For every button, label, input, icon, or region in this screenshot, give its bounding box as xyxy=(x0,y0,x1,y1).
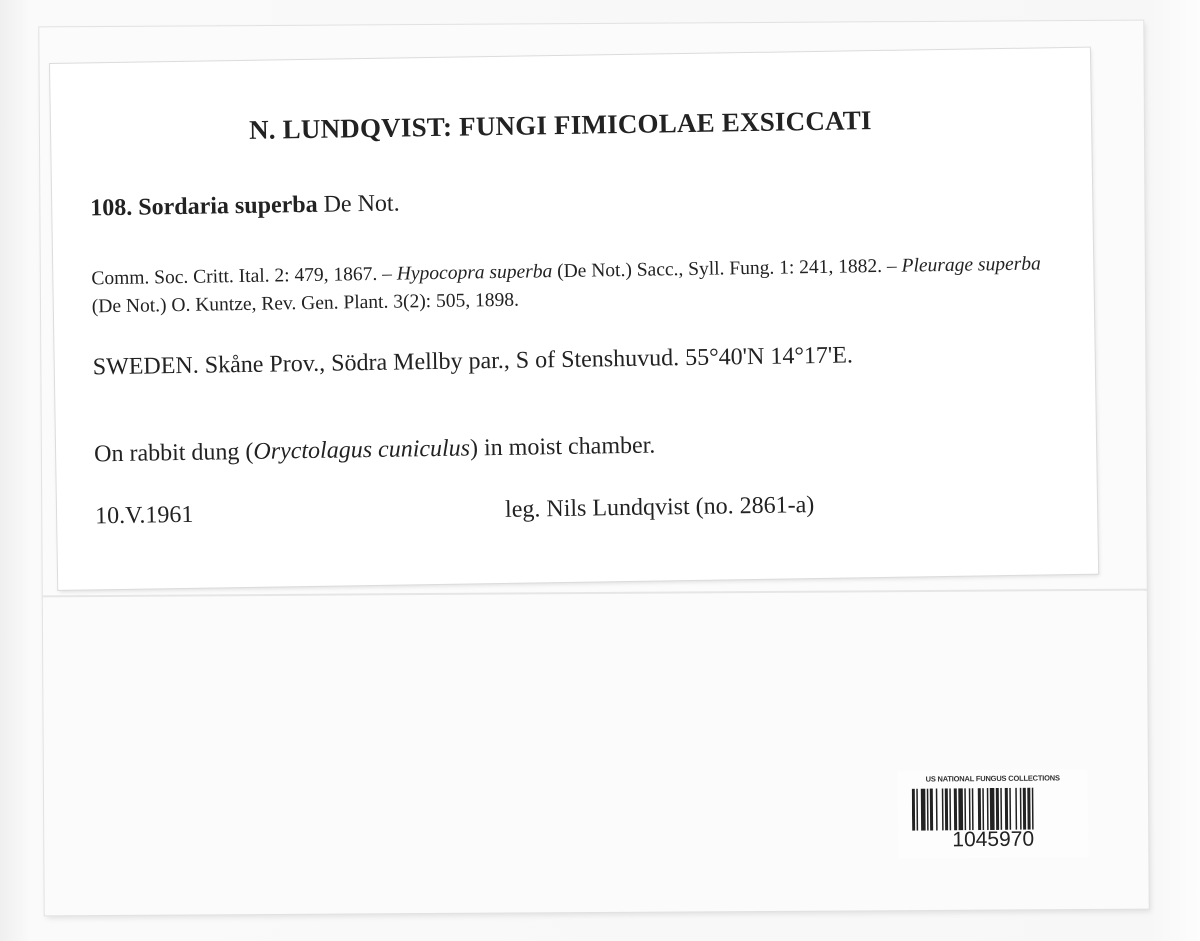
barcode-bars xyxy=(912,787,1076,830)
species-name: 108. Sordaria superba xyxy=(90,191,318,222)
species-author: De Not. xyxy=(323,190,400,218)
synonym-name: Pleurage superba xyxy=(901,253,1041,277)
barcode-bar xyxy=(990,788,995,830)
locality: SWEDEN. Skåne Prov., Södra Mellby par., S of Stenshuvud. 55°40'N 14°17'E. xyxy=(92,342,854,381)
barcode-number: 1045970 xyxy=(952,827,1035,852)
barcode-bar xyxy=(958,788,963,830)
barcode-bar xyxy=(1009,788,1011,830)
barcode-bar xyxy=(1020,788,1022,830)
barcode-bar xyxy=(936,788,938,830)
citation-part: (De Not.) O. Kuntze, Rev. Gen. Plant. 3(2): 505, 1898. xyxy=(91,289,520,318)
barcode-bar xyxy=(954,788,957,830)
barcode-bar xyxy=(927,789,929,831)
barcode-label xyxy=(898,769,1089,859)
synonym-name: Hypocopra superba xyxy=(396,261,553,285)
barcode-bar xyxy=(1027,788,1030,830)
citation-part: Comm. Soc. Critt. Ital. 2: 479, 1867. – xyxy=(91,263,398,290)
herbarium-label xyxy=(50,48,1098,590)
species-heading xyxy=(90,191,400,223)
barcode-bar xyxy=(1015,788,1017,830)
barcode-bar xyxy=(982,788,984,830)
label-title: N. LUNDQVIST: FUNGI FIMICOLAE EXSICCATI xyxy=(248,105,872,145)
barcode-bar xyxy=(945,788,948,830)
barcode-bar xyxy=(942,788,944,830)
barcode-bar xyxy=(964,788,966,830)
barcode-bar xyxy=(996,788,999,830)
substrate xyxy=(94,433,656,469)
barcode-bar xyxy=(1005,788,1008,830)
citation-part: (De Not.) Sacc., Syll. Fung. 1: 241, 1882. – xyxy=(552,255,902,283)
label-content xyxy=(89,96,1049,530)
host-name: Oryctolagus cuniculus xyxy=(253,435,471,465)
barcode-bar xyxy=(978,788,981,830)
barcode-bar xyxy=(987,788,989,830)
barcode-bar xyxy=(969,788,971,830)
barcode-bar xyxy=(916,789,918,831)
barcode-bar xyxy=(930,789,933,831)
barcode-bar xyxy=(1023,788,1026,830)
substrate-text: On rabbit dung ( xyxy=(93,438,254,468)
barcode-bar xyxy=(1000,788,1002,830)
nomenclature-citation xyxy=(91,250,1052,321)
barcode-bar xyxy=(972,788,974,830)
collection-date: 10.V.1961 xyxy=(94,501,194,530)
barcode-caption: US NATIONAL FUNGUS COLLECTIONS xyxy=(925,773,1060,784)
envelope-fold xyxy=(43,589,1147,598)
substrate-text: ) in moist chamber. xyxy=(469,432,656,462)
barcode-bar xyxy=(949,788,951,830)
barcode-bar xyxy=(921,789,926,831)
collector: leg. Nils Lundqvist (no. 2861-a) xyxy=(504,492,815,523)
barcode-bar xyxy=(1032,788,1034,830)
barcode-bar xyxy=(912,789,915,831)
